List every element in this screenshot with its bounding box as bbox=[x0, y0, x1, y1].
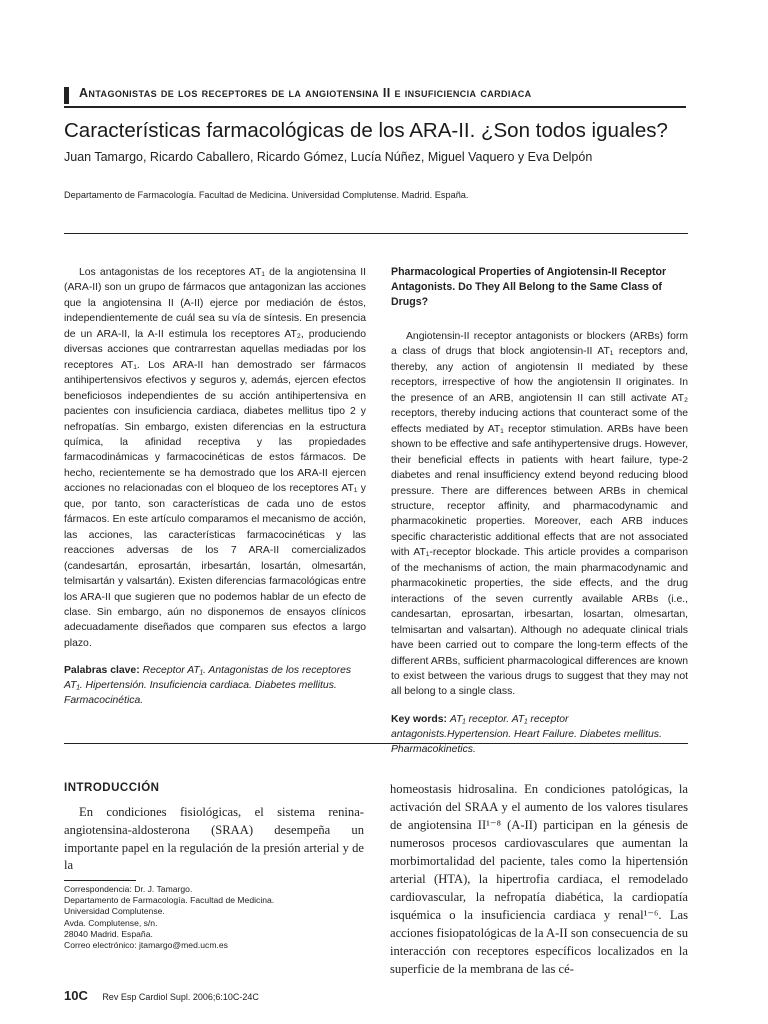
correspondence-line: Universidad Complutense. bbox=[64, 906, 165, 917]
correspondence-line: Avda. Complutense, s/n. bbox=[64, 917, 158, 928]
abstract-spanish-text: Los antagonistas de los receptores AT₁ de la angiotensina II (ARA-II) son un grupo de fármacos que antagonizan las acciones que la angiotensina II (A-II) ejerce por mediación de éstos, independientemente de cuál sea su vía de síntesis. En presencia de un ARA-II, la A-II estimula los receptores AT₂, produciendo diversas acciones que contrarrestan aquellas mediadas por los receptores AT₁. Los ARA-II han demostrado ser fármacos antihipertensivos efectivos y seguros y, además, ejercen efectos beneficiosos independientes de su acción antihipertensiva en pacientes con insuficiencia cardiaca, diabetes mellitus tipo 2 y nefropatías. Sin embargo, existen diferencias en la estructura química, la afinidad receptiva y las propiedades farmacodinámicas y farmacocinéticas de estos fármacos. De hecho, recientemente se ha demostrado que los ARA-II ejercen acciones no relacionadas con el bloqueo de los receptores AT₁ y que, por tanto, son características de cada uno de estos fármacos. En este artículo comparamos el mecanismo de acción, las acciones, las características farmacocinéticas y las reacciones adversas de los 7 ARA-II comercializados (candesartán, eprosartán, irbesartán, losartán, olmesartán, telmisartán y valsartán). Existen diferencias farmacológicas entre los ARA-II que sugieren que no podemos hablar de un efecto de clase. Sin embargo, aún no disponemos de ensayos clínicos adecuadamente diseñados que comparen sus efectos a largo plazo. bbox=[64, 267, 366, 649]
correspondence-line: 28040 Madrid. España. bbox=[64, 928, 153, 939]
top-divider bbox=[64, 233, 688, 234]
keywords-spanish-label: Palabras clave: bbox=[64, 665, 140, 677]
abstract-english-text: Angiotensin-II receptor antagonists or blockers (ARBs) form a class of drugs that block angiotensin-II AT₁ receptors and, thereby, any action of angiotensin II mediated by these receptors, irrespective of how the angiotensin II originates. In the presence of an ARB, angiotensin II can still activate AT₂ receptors, thereby inducing actions that counteract some of the effects mediated by AT₁ receptor stimulation. ARBs have been shown to be effective and safe antihypertensive drugs. However, their beneficial effects in patients with heart failure, type-2 diabetes and renal insufficiency extend beyond reducing blood pressure. There are differences between ARBs in chemical structure, receptor affinity, and pharmacodynamic and pharmacokinetic properties. Moreover, each ARB induces specific characteristic additional effects that are not associated with AT₁-receptor blockade. This article provides a comparison of the mechanisms of action, the main pharmacodynamic and pharmacokinetic properties, the side effects, and the drug interactions of the seven currently available ARBs (i.e., candesartan, eprosartan, irbesartan, losartan, olmesartan, telmisartan and valsartan). Although no adequate clinical trials have been carried out to compare the long-term effects of the different ARBs, sufficient pharmacological differences are known to exist between the various drugs to suggest that they may not all belong to a single class. bbox=[391, 331, 688, 698]
section-marker bbox=[64, 87, 69, 104]
intro-text-right: homeostasis hidrosalina. En condiciones patológicas, la activación del SRAA y el aumento de los valores tisulares de angiotensina II¹⁻⁸ (A-II) participan en la génesis de numerosos procesos cardiovasculares que aumentan la morbimortalidad del paciente, tales como la hipertensión arterial (HTA), la hipertrofia cardiaca, el remodelado cardiovascular, la nefropatía diabética, la cardiopatía isquémica o la insuficiencia cardiaca y renal¹⁻⁶. Las acciones fisiopatológicas de la A-II son consecuencia de su interacción con receptores específicos localizados en la superficie de la membrana de las cé- bbox=[390, 782, 688, 976]
page-footer bbox=[64, 987, 259, 1005]
correspondence-note bbox=[64, 884, 274, 951]
article-authors: Juan Tamargo, Ricardo Caballero, Ricardo Gómez, Lucía Núñez, Miguel Vaquero y Eva Delpón bbox=[64, 150, 593, 164]
correspondence-line: Correspondencia: Dr. J. Tamargo. bbox=[64, 884, 193, 894]
article-title: Características farmacológicas de los ARA-II. ¿Son todos iguales? bbox=[64, 119, 668, 142]
abstract-spanish bbox=[64, 265, 366, 708]
correspondence-line: Departamento de Farmacología. Facultad de Medicina. bbox=[64, 895, 275, 906]
page-number: 10C bbox=[64, 988, 88, 1003]
keywords-spanish bbox=[64, 663, 366, 708]
section-title: Antagonistas de los receptores de la angiotensina II e insuficiencia cardiaca bbox=[79, 86, 532, 100]
abstract-divider bbox=[64, 743, 688, 744]
intro-paragraph-left bbox=[64, 804, 364, 875]
keywords-spanish-text: Receptor AT₁. Antagonistas de los receptores AT₁. Hipertensión. Insuficiencia cardiaca. Diabetes mellitus. Farmacocinética. bbox=[64, 665, 352, 707]
intro-text-left: En condiciones fisiológicas, el sistema renina-angiotensina-aldosterona (SRAA) desempeña un importante papel en la regulación de la presión arterial y de la bbox=[64, 805, 364, 873]
section-header bbox=[64, 86, 686, 108]
abstract-english-title: Pharmacological Properties of Angiotensin-II Receptor Antagonists. Do They All Belong to the Same Class of Drugs? bbox=[391, 266, 667, 308]
correspondence-email: Correo electrónico: jtamargo@med.ucm.es bbox=[64, 940, 228, 951]
keywords-english-text: AT₁ receptor. AT₁ receptor antagonists.Hypertension. Heart Failure. Diabetes mellitus. Pharmacokinetics. bbox=[391, 713, 662, 755]
author-affiliation: Departamento de Farmacología. Facultad de Medicina. Universidad Complutense. Madrid. España. bbox=[64, 190, 469, 200]
journal-citation: Rev Esp Cardiol Supl. 2006;6:10C-24C bbox=[102, 992, 259, 1002]
footnote-rule bbox=[64, 880, 136, 881]
keywords-english bbox=[391, 712, 688, 757]
keywords-english-label: Key words: bbox=[391, 713, 448, 725]
intro-heading: INTRODUCCIÓN bbox=[64, 782, 160, 794]
abstract-english bbox=[391, 265, 688, 757]
intro-paragraph-right bbox=[390, 780, 688, 978]
